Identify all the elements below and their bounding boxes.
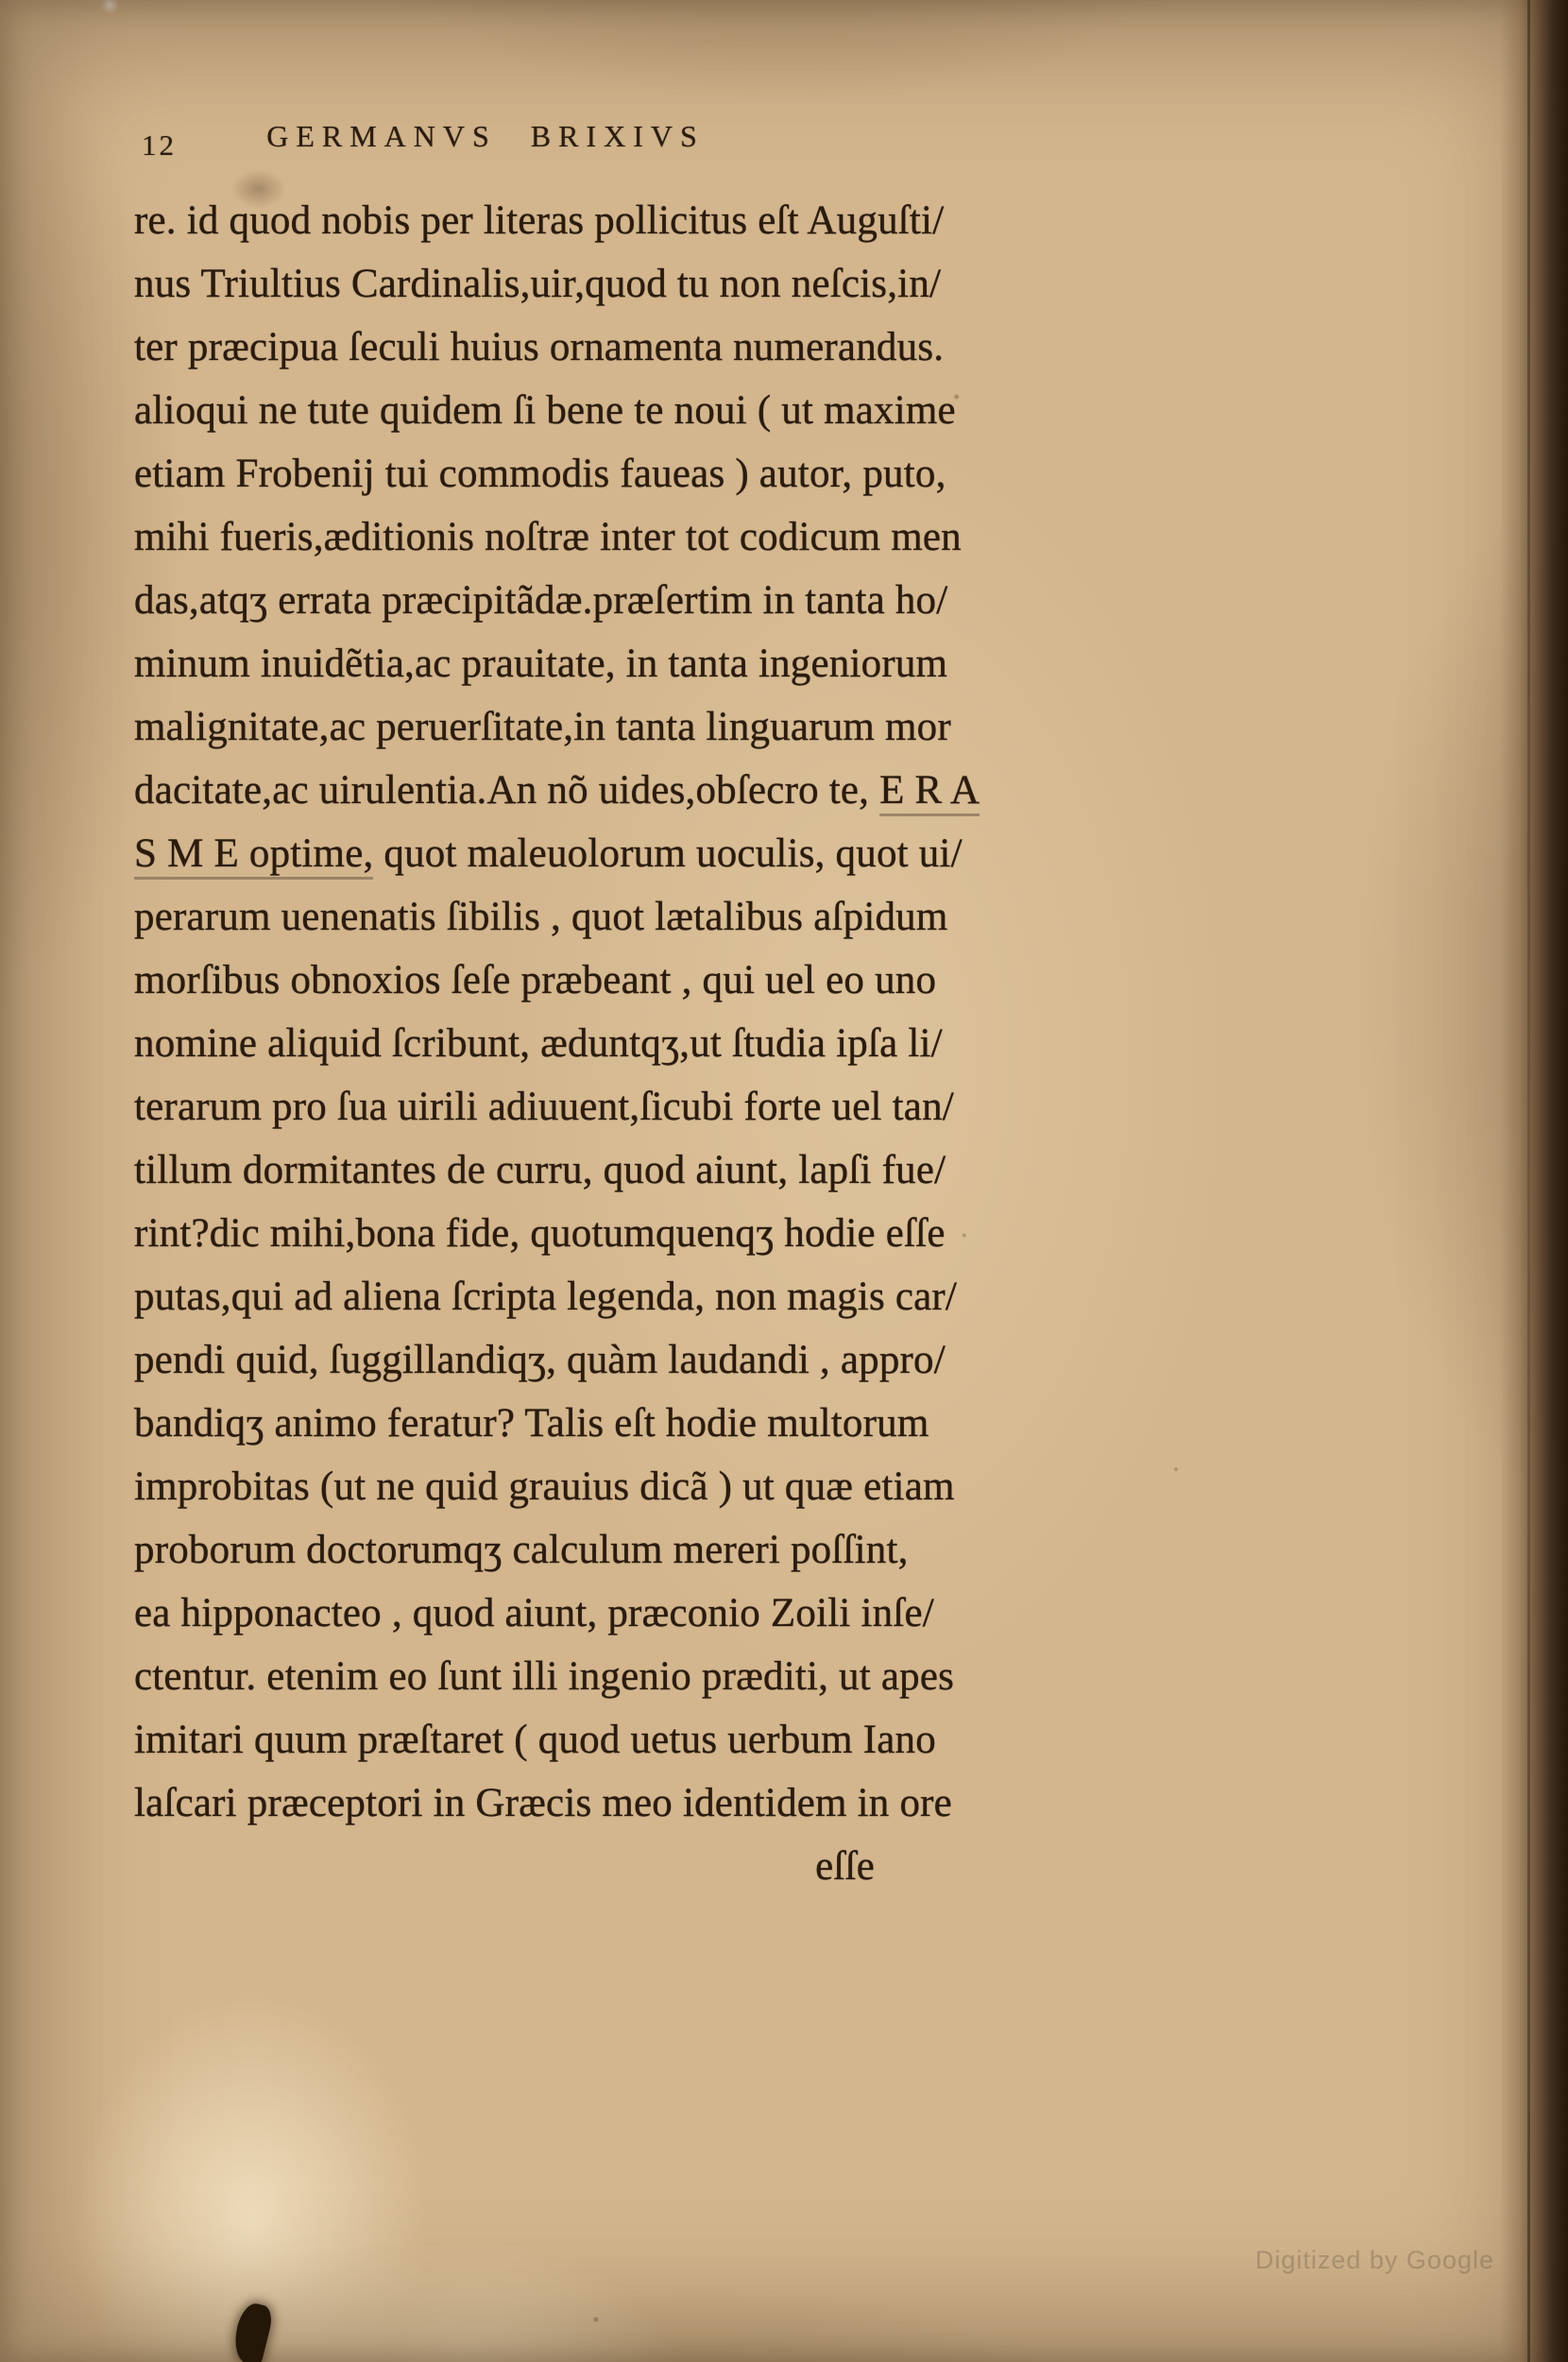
text-line: das,atqʒ errata præcipitãdæ.præſertim in tanta ho/ [134, 578, 948, 623]
text-line: re. id quod nobis per literas pollicitus eſt Auguſti/ [134, 198, 945, 243]
text-line: rint?dic mihi,bona fide, quotumquenqʒ hodie eſſe [134, 1211, 946, 1256]
page-header [132, 119, 905, 168]
pen-underline-annotation: S M E optime, [134, 831, 373, 880]
text-line: proborum doctorumqʒ calculum mereri poſſint, [134, 1528, 909, 1572]
text-line: minum inuidẽtia,ac prauitate, in tanta ingeniorum [134, 642, 948, 686]
text-line: mihi fueris,æditionis noſtræ inter tot codicum men [134, 515, 962, 559]
text-line: dacitate,ac uirulentia.An nõ uides,obſecro te, E R A [134, 759, 907, 822]
text-line: imitari quum præſtaret ( quod uetus uerbum Iano [134, 1718, 936, 1762]
running-title: GERMANVS BRIXIVS [266, 119, 705, 153]
pen-underline-annotation: E R A [879, 768, 980, 816]
text-line: nomine aliquid ſcribunt, æduntqʒ,ut ſtudia ipſa li/ [134, 1021, 943, 1066]
page-number: 12 [142, 128, 177, 162]
text-block [134, 189, 980, 1898]
text-line: improbitas (ut ne quid grauius dicã ) ut quæ etiam [134, 1464, 955, 1509]
text-line: ctentur. etenim eo ſunt illi ingenio præditi, ut apes [134, 1654, 955, 1699]
text-line: perarum uenenatis ſibilis , quot lætalibus aſpidum [134, 895, 948, 939]
text-line: malignitate,ac peruerſitate,in tanta linguarum mor [134, 705, 951, 749]
text-line: pendi quid, ſuggillandiqʒ, quàm laudandi , appro/ [134, 1338, 946, 1382]
text-line: bandiqʒ animo feratur? Talis eſt hodie multorum [134, 1401, 929, 1446]
book-fore-edge [1500, 0, 1568, 2362]
book-fore-edge-line [1527, 0, 1530, 2362]
text-line: ea hipponacteo , quod aiunt, præconio Zoili inſe/ [134, 1591, 934, 1635]
catchword: eſſe [815, 1844, 875, 1889]
watermark-text: Digitized by Google [1254, 2246, 1494, 2274]
text-line: etiam Frobenij tui commodis faueas ) autor, puto, [134, 452, 946, 496]
text-line: terarum pro ſua uirili adiuuent,ſicubi forte uel tan/ [134, 1085, 954, 1129]
text-line: nus Triultius Cardinalis,uir,quod tu non neſcis,in/ [134, 262, 942, 306]
text-line: morſibus obnoxios ſeſe præbeant , qui uel eo uno [134, 958, 937, 1002]
text-line: tillum dormitantes de curru, quod aiunt, lapſi fue/ [134, 1148, 946, 1192]
text-line: ter præcipua ſeculi huius ornamenta numerandus. [134, 325, 945, 369]
text-line: S M E optime, quot maleuolorum uoculis, quot ui/ [134, 822, 907, 885]
text-line: laſcari præceptori in Græcis meo identidem in ore [134, 1781, 952, 1825]
text-line: alioqui ne tute quidem ſi bene te noui ( ut maxime [134, 388, 956, 433]
text-line: putas,qui ad aliena ſcripta legenda, non magis car/ [134, 1275, 958, 1319]
ink-smudge [230, 2301, 275, 2362]
